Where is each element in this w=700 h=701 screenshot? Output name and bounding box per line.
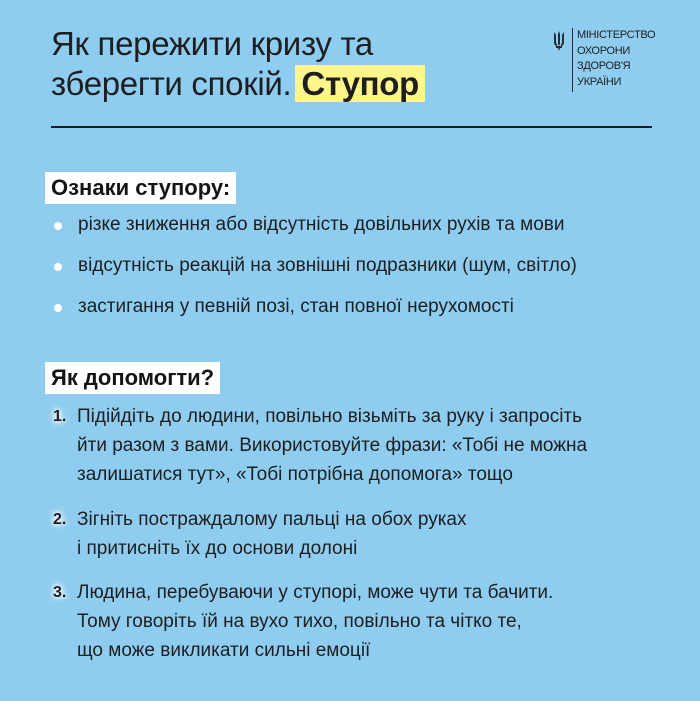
signs-heading: Ознаки ступору: bbox=[45, 172, 236, 204]
step-text-line: йти разом з вами. Використовуйте фрази: «Тобі не можна bbox=[77, 435, 588, 456]
list-item-text: застигання у певній позі, стан повної нерухомості bbox=[78, 296, 514, 317]
bullet-icon bbox=[54, 263, 62, 271]
list-item bbox=[51, 402, 651, 489]
title-line-2: зберегти спокій. bbox=[51, 65, 292, 102]
help-steps-list bbox=[51, 402, 651, 665]
step-text-line: залишатися тут», «Тобі потрібна допомога» тощо bbox=[77, 464, 513, 485]
ministry-name-line: УКРАЇНИ bbox=[577, 75, 622, 88]
ministry-name-line: ОХОРОНИ bbox=[577, 44, 630, 57]
step-text-line: Тому говоріть їй на вухо тихо, повільно та чітко те, bbox=[77, 611, 522, 632]
step-text-line: що може викликати сильні емоції bbox=[77, 640, 371, 661]
step-number: 3. bbox=[53, 584, 67, 601]
logo-separator bbox=[572, 28, 573, 92]
list-item bbox=[51, 295, 577, 336]
step-text-line: Зігніть постраждалому пальці на обох руках bbox=[77, 509, 467, 530]
help-heading: Як допомогти? bbox=[45, 362, 220, 394]
step-text-line: Підійдіть до людини, повільно візьміть за руку і запросіть bbox=[77, 406, 583, 427]
header bbox=[51, 24, 656, 104]
title-highlight: Ступор bbox=[295, 65, 425, 102]
step-text-line: Людина, перебуваючи у ступорі, може чути та бачити. bbox=[77, 582, 554, 603]
step-number: 1. bbox=[53, 408, 67, 425]
list-item bbox=[51, 505, 651, 563]
trident-icon bbox=[553, 31, 565, 51]
bullet-icon bbox=[54, 304, 62, 312]
list-item-text: різке зниження або відсутність довільних рухів та мови bbox=[78, 214, 565, 235]
list-item bbox=[51, 213, 577, 254]
title-line-1: Як пережити кризу та bbox=[51, 25, 373, 62]
list-item bbox=[51, 254, 577, 295]
step-number: 2. bbox=[53, 511, 67, 528]
ministry-name bbox=[577, 28, 655, 90]
step-text-line: і притисніть їх до основи долоні bbox=[77, 538, 358, 559]
list-item bbox=[51, 578, 651, 665]
ministry-logo bbox=[553, 28, 656, 88]
header-divider bbox=[51, 126, 652, 128]
signs-list bbox=[51, 213, 577, 336]
bullet-icon bbox=[54, 222, 62, 230]
list-item-text: відсутність реакцій на зовнішні подразники (шум, світло) bbox=[78, 255, 577, 276]
ministry-name-line: ЗДОРОВ'Я bbox=[577, 60, 631, 72]
ministry-name-line: МІНІСТЕРСТВО bbox=[577, 29, 656, 41]
